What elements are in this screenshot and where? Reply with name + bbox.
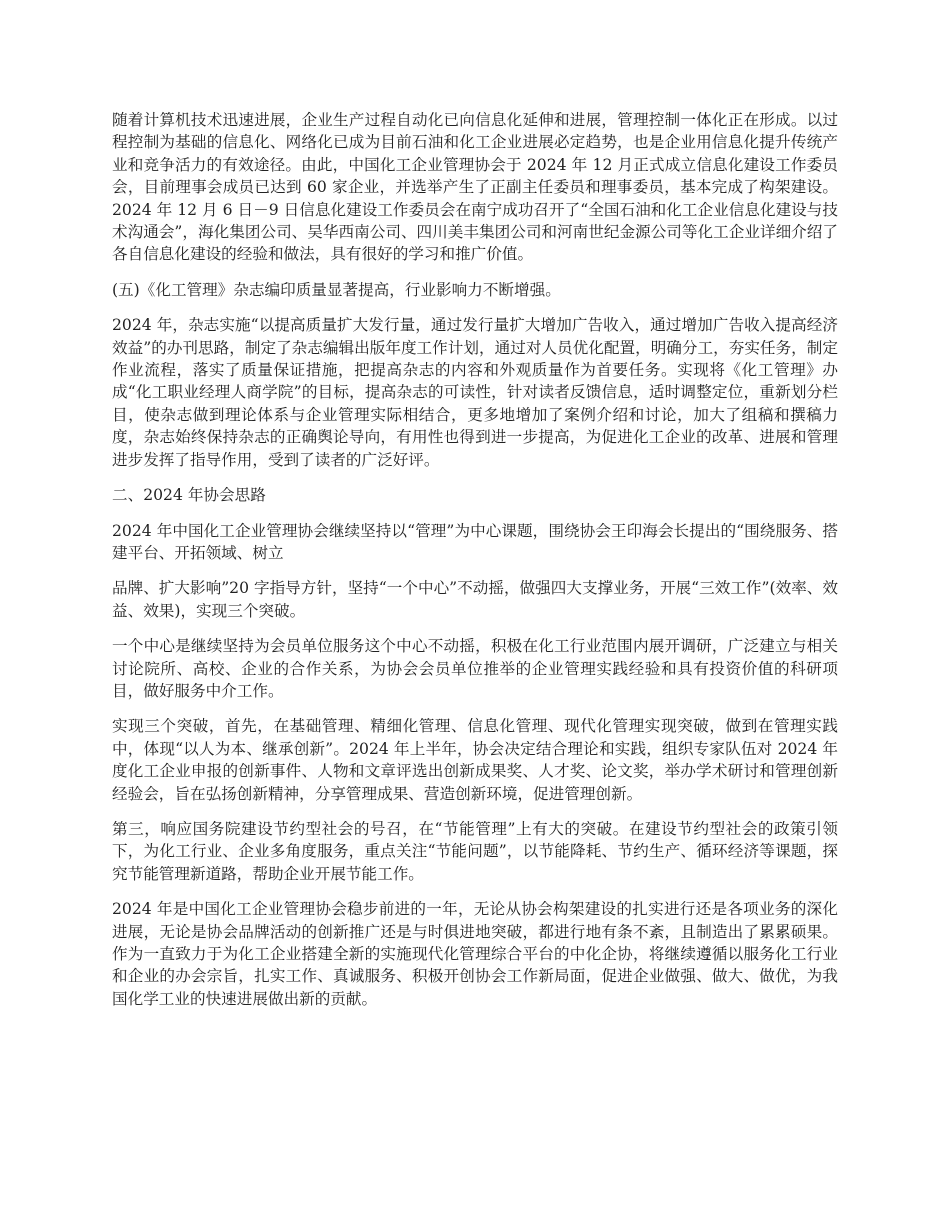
document-body: [112, 109, 838, 1023]
section-heading-magazine: (五)《化工管理》杂志编印质量显著提高，行业影响力不断增强。: [112, 280, 561, 299]
section-heading-plan: 二、2024 年协会思路: [112, 486, 266, 505]
paragraph-plan-guideline: 品牌、扩大影响”20 字指导方针，坚持“一个中心”不动摇，做强四大支撑业务，开展“三效工作”(效率、效益、效果)，实现三个突破。: [112, 579, 838, 620]
paragraph-energy-saving: 第三，响应国务院建设节约型社会的号召，在“节能管理”上有大的突破。在建设节约型社会的政策引领下，为化工行业、企业多角度服务，重点关注“节能问题”，以节能降耗、节约生产、循环经济等课题，探究节能管理新道路，帮助企业开展节能工作。: [112, 819, 838, 883]
paragraph-magazine: 2024 年，杂志实施“以提高质量扩大发行量，通过发行量扩大增加广告收入，通过增加广告收入提高经济效益”的办刊思路，制定了杂志编辑出版年度工作计划，通过对人员优化配置，明确分工，夯实任务，制定作业流程，落实了质量保证措施，把提高杂志的内容和外观质量作为首要任务。实现将《化工管理》办成“化工职业经理人商学院”的目标，提高杂志的可读性，针对读者反馈信息，适时调整定位，重新划分栏目，使杂志做到理论体系与企业管理实际相结合，更多地增加了案例介绍和讨论，加大了组稿和撰稿力度，杂志始终保持杂志的正确舆论导向，有用性也得到进一步提高，为促进化工企业的改革、进展和管理进步发挥了指导作用，受到了读者的广泛好评。: [112, 316, 838, 469]
paragraph-one-center: 一个中心是继续坚持为会员单位服务这个中心不动摇，积极在化工行业范围内展开调研，广泛建立与相关讨论院所、高校、企业的合作关系，为协会会员单位推举的企业管理实践经验和具有投资价值的科研项目，做好服务中介工作。: [112, 637, 838, 700]
paragraph-conclusion: 2024 年是中国化工企业管理协会稳步前进的一年，无论从协会构架建设的扎实进行还是各项业务的深化进展，无论是协会品牌活动的创新推广还是与时俱进地突破，都进行地有条不紊，且制造出了累累硕果。作为一直致力于为化工企业搭建全新的实施现代化管理综合平台的中化企协，将继续遵循以服务化工行业和企业的办会宗旨，扎实工作、真诚服务、积极开创协会工作新局面，促进企业做强、做大、做优，为我国化学工业的快速进展做出新的贡献。: [112, 900, 838, 1008]
paragraph-plan-intro: 2024 年中国化工企业管理协会继续坚持以“管理”为中心课题，围绕协会王印海会长提出的“围绕服务、搭建平台、开拓领域、树立: [112, 521, 838, 562]
paragraph-informatization: 随着计算机技术迅速进展，企业生产过程自动化已向信息化延伸和进展，管理控制一体化正在形成。以过程控制为基础的信息化、网络化已成为目前石油和化工企业进展必定趋势，也是企业用信息化提升传统产业和竞争活力的有效途径。由此，中国化工企业管理协会于 2024 年 12 月正式成立信息化建设工作委员会，目前理事会成员已达到 60 家企业，并选举产生了正副主任委员和理事委员，基本完成了构架建设。2024 年 12 月 6 日－9 日信息化建设工作委员会在南宁成功召开了“全国石油和化工企业信息化建设与技术沟通会”，海化集团公司、吴华西南公司、四川美丰集团公司和河南世纪金源公司等化工企业详细介绍了各自信息化建设的经验和做法，具有很好的学习和推广价值。: [112, 111, 838, 264]
paragraph-three-breakthroughs: 实现三个突破，首先，在基础管理、精细化管理、信息化管理、现代化管理实现突破，做到在管理实践中，体现“以人为本、继承创新”。2024 年上半年，协会决定结合理论和实践，组织专家队伍对 2024 年度化工企业申报的创新事件、人物和文章评选出创新成果奖、人才奖、论文奖，举办学术研讨和管理创新经验会，旨在弘扬创新精神，分享管理成果、营造创新环境，促进管理创新。: [112, 717, 838, 803]
